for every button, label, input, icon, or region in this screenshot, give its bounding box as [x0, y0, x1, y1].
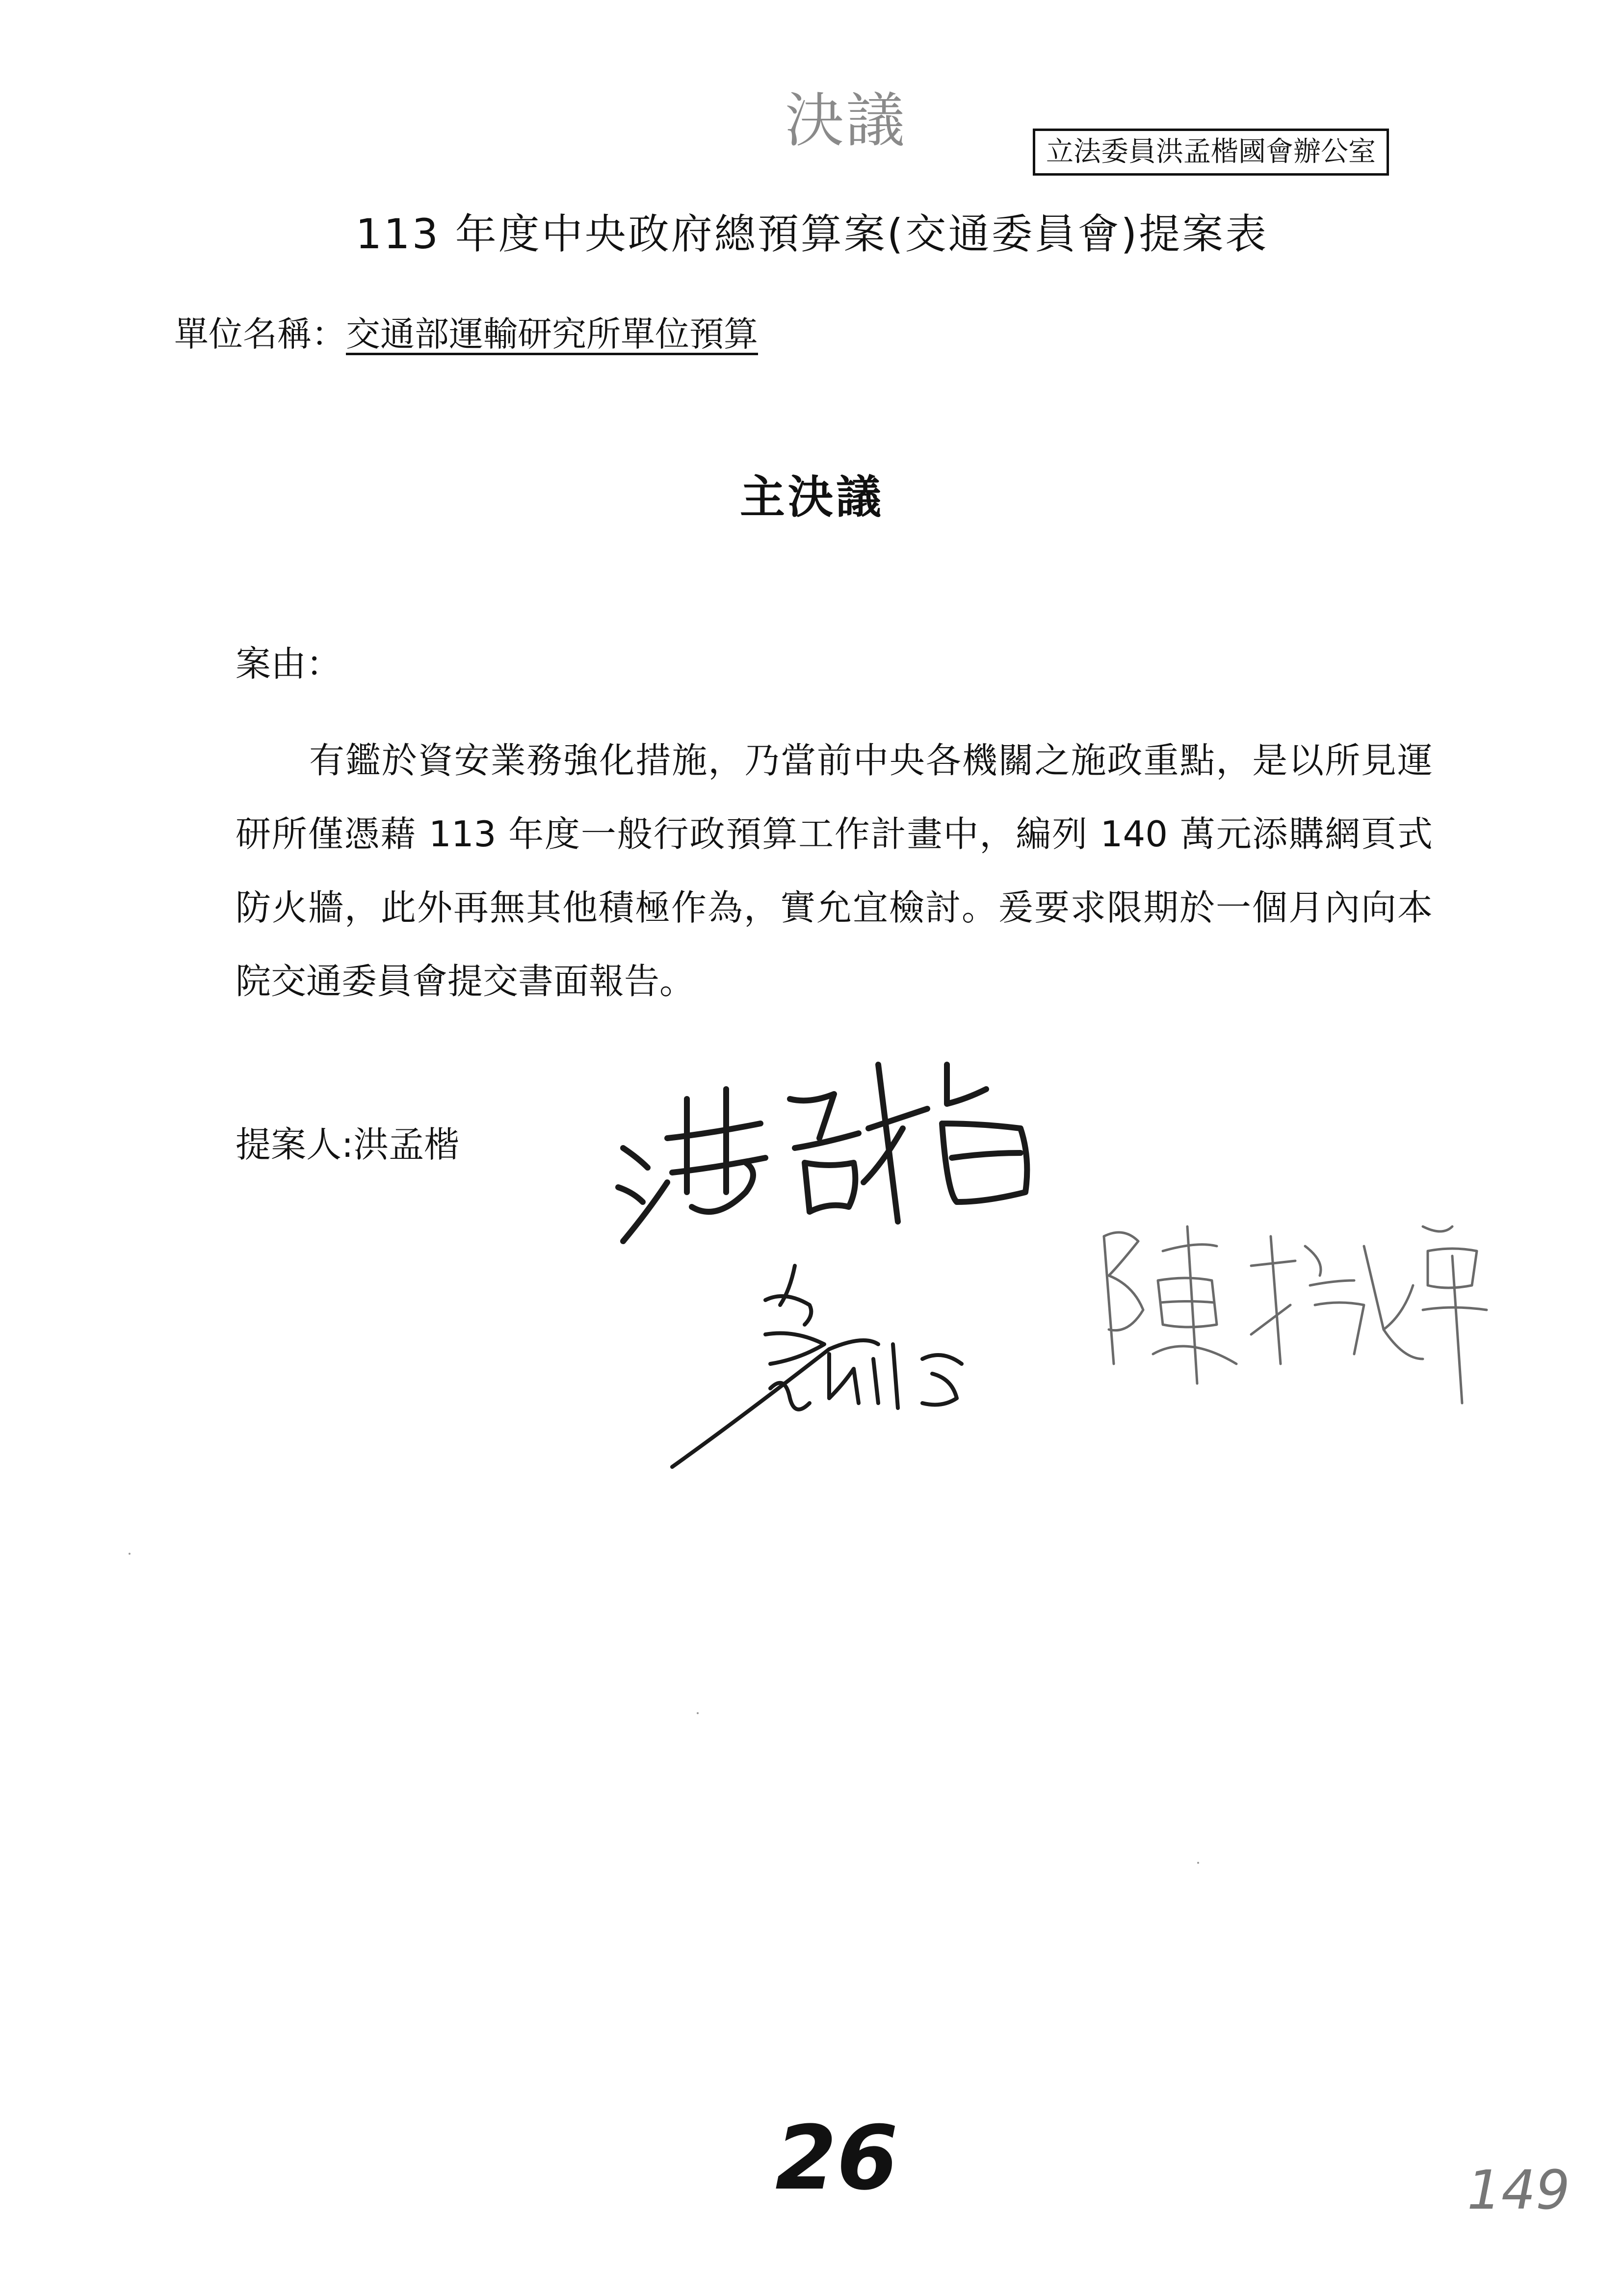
signature-3-image [1089, 1207, 1492, 1413]
scan-speck [129, 1553, 131, 1555]
document-title: 113 年度中央政府總預算案(交通委員會)提案表 [355, 210, 1269, 258]
signature-2-image [667, 1261, 986, 1472]
proposer-name: 洪孟楷 [353, 1124, 460, 1165]
proposer-line [236, 1116, 459, 1167]
reason-body: 有鑑於資安業務強化措施，乃當前中央各機關之施政重點，是以所見運研所僅憑藉 113 年度一般行政預算工作計畫中，編列 140 萬元添購網頁式防火牆，此外再無其他積極作為，實允宜檢討。爰要求限期於一個月內向本院交通委員會提交書面報告。 [236, 740, 1433, 1002]
scan-speck [697, 1712, 699, 1714]
corner-page-number: 149 [1467, 2159, 1570, 2221]
main-heading: 主決議 [739, 471, 884, 523]
proposer-label: 提案人: [236, 1124, 354, 1165]
scan-speck [1197, 1862, 1199, 1864]
office-label-box: 立法委員洪孟楷國會辦公室 [1033, 129, 1389, 176]
resolution-stamp: 決議 [785, 87, 907, 155]
page-number: 26 [775, 2107, 898, 2210]
unit-label: 單位名稱： [174, 314, 346, 354]
unit-value: 交通部運輸研究所單位預算 [346, 314, 758, 354]
reason-label: 案由： [236, 643, 342, 684]
unit-row [174, 307, 758, 356]
signature-1-image [603, 1045, 1045, 1251]
